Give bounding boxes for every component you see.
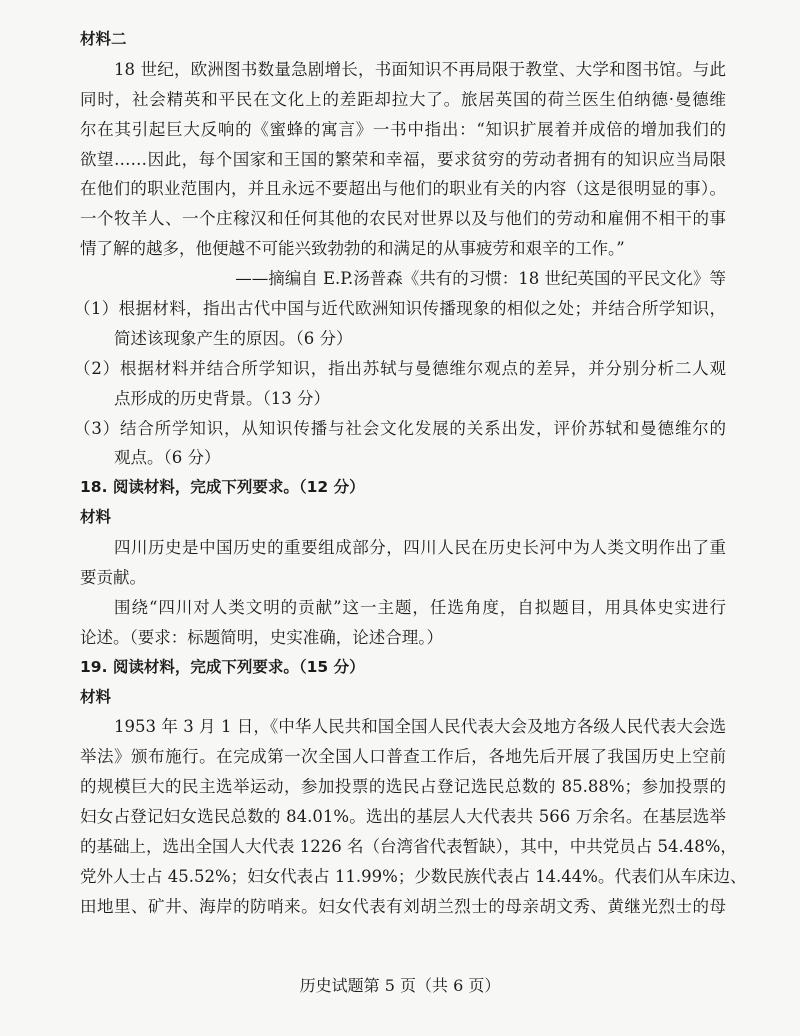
- material-heading: 材料二: [80, 30, 127, 48]
- question-1: （1）根据材料，指出古代中国与近代欧洲知识传播现象的相似之处；并结合所学知识，: [74, 299, 726, 319]
- paragraph-line: 举法》颁布施行。在完成第一次全国人口普查工作后，各地先后开展了我国历史上空前: [80, 747, 726, 767]
- paragraph-line: 党外人士占 45.52%；妇女代表占 11.99%；少数民族代表占 14.44%。代表们从车床边、: [80, 866, 747, 886]
- paragraph-line: 欲望……因此，每个国家和王国的繁荣和幸福，要求贫穷的劳动者拥有的知识应当局限: [80, 149, 726, 169]
- material-heading: 材料: [80, 508, 112, 527]
- paragraph-line: 围绕“四川对人类文明的贡献”这一主题，任选角度，自拟题目，用具体史实进行: [114, 597, 726, 617]
- paragraph-line: 18 世纪，欧洲图书数量急剧增长，书面知识不再局限于教堂、大学和图书馆。与此: [114, 59, 726, 79]
- paragraph-line: 的规模巨大的民主选举运动，参加投票的选民占登记选民总数的 85.88%；参加投票的: [80, 777, 726, 797]
- paragraph-line: 田地里、矿井、海岸的防哨来。妇女代表有刘胡兰烈士的母亲胡文秀、黄继光烈士的母: [80, 896, 726, 916]
- paragraph-line: 一个牧羊人、一个庄稼汉和任何其他的农民对世界以及与他们的劳动和雇佣不相干的事: [80, 209, 726, 229]
- paragraph-line: 论述。（要求：标题简明，史实准确，论述合理。）: [80, 627, 443, 647]
- question-3-cont: 观点。（6 分）: [114, 448, 221, 468]
- page-footer: 历史试题第 5 页（共 6 页）: [299, 976, 501, 995]
- question-18-title: 18. 阅读材料，完成下列要求。（12 分）: [80, 478, 365, 497]
- question-2: （2）根据材料并结合所学知识，指出苏轼与曼德维尔观点的差异，并分别分析二人观: [74, 358, 726, 378]
- question-1-cont: 简述该现象产生的原因。（6 分）: [114, 328, 353, 348]
- paragraph-line: 同时，社会精英和平民在文化上的差距却拉大了。旅居英国的荷兰医生伯纳德·曼德维: [80, 89, 726, 109]
- paragraph-line: 情了解的越多，他便越不可能兴致勃勃的和满足的从事疲劳和艰辛的工作。”: [80, 239, 625, 259]
- paragraph-line: 妇女占登记妇女选民总数的 84.01%。选出的基层人大代表共 566 万余名。在基层选举: [80, 807, 726, 827]
- paragraph-line: 的基础上，选出全国人大代表 1226 名（台湾省代表暂缺），其中，中共党员占 54.48%，: [80, 837, 737, 857]
- exam-page-content: [74, 25, 747, 922]
- question-19-title: 19. 阅读材料，完成下列要求。（15 分）: [80, 657, 365, 676]
- paragraph-line: 在他们的职业范围内，并且永远不要超出与他们的职业有关的内容（这是很明显的事）。: [80, 179, 726, 199]
- source-citation: ——摘编自 E.P.汤普森《共有的习惯：18 世纪英国的平民文化》等: [235, 269, 726, 289]
- paragraph-line: 要贡献。: [80, 568, 146, 588]
- paragraph-line: 1953 年 3 月 1 日，《中华人民共和国全国人民代表大会及地方各级人民代表大会选: [114, 717, 726, 737]
- question-3: （3）结合所学知识，从知识传播与社会文化发展的关系出发，评价苏轼和曼德维尔的: [74, 418, 726, 438]
- question-2-cont: 点形成的历史背景。（13 分）: [114, 388, 330, 408]
- paragraph-line: 尔在其引起巨大反响的《蜜蜂的寓言》一书中指出：“知识扩展着并成倍的增加我们的: [80, 119, 726, 139]
- paragraph-line: 四川历史是中国历史的重要组成部分，四川人民在历史长河中为人类文明作出了重: [114, 538, 726, 558]
- material-heading: 材料: [80, 687, 112, 706]
